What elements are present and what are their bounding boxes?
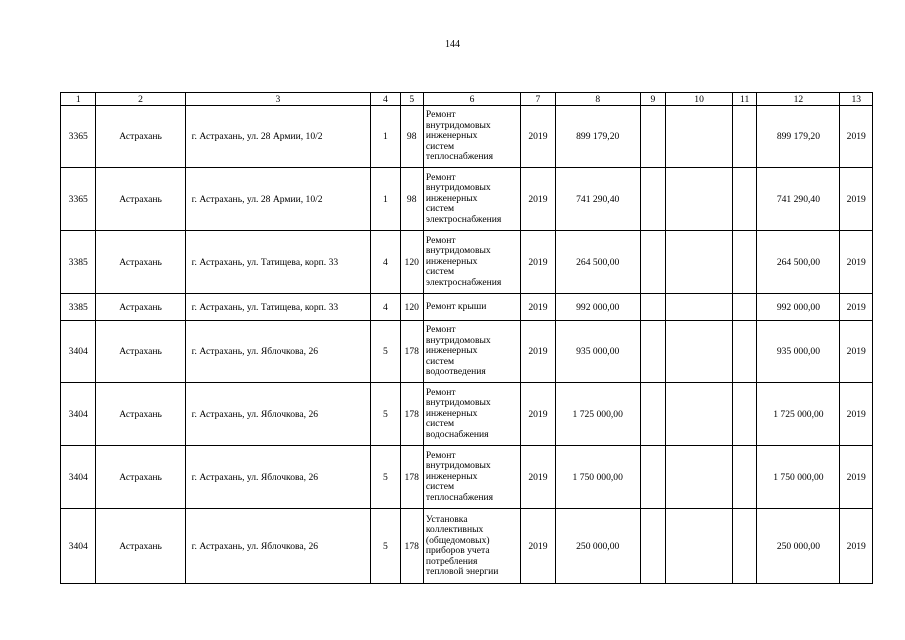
cell-col4: 4 xyxy=(371,231,400,294)
cell-year: 2019 xyxy=(521,321,555,383)
cell-col10 xyxy=(666,446,733,509)
cell-id: 3404 xyxy=(61,383,96,446)
cell-col5: 178 xyxy=(400,446,423,509)
cell-address: г. Астрахань, ул. Яблочкова, 26 xyxy=(185,509,371,584)
cell-year: 2019 xyxy=(521,383,555,446)
cell-col4: 5 xyxy=(371,509,400,584)
work-line: электроснабжения xyxy=(425,276,502,288)
cell-col9 xyxy=(640,509,665,584)
cell-col11 xyxy=(733,294,757,321)
cell-address: г. Астрахань, ул. Яблочкова, 26 xyxy=(185,321,371,383)
cell-cost: 741 290,40 xyxy=(555,168,640,231)
column-header: 12 xyxy=(757,93,840,106)
cell-year: 2019 xyxy=(521,106,555,168)
work-line: электроснабжения xyxy=(425,213,502,225)
cell-year: 2019 xyxy=(521,294,555,321)
column-header: 8 xyxy=(555,93,640,106)
work-line: Ремонт xyxy=(425,324,456,336)
cell-total: 264 500,00 xyxy=(757,231,840,294)
cell-total: 1 725 000,00 xyxy=(757,383,840,446)
work-line: приборов учета xyxy=(425,545,490,556)
work-line: внутридомовых xyxy=(425,119,491,131)
cell-total: 935 000,00 xyxy=(757,321,840,383)
register-table xyxy=(60,92,873,584)
cell-year-end: 2019 xyxy=(840,509,873,584)
cell-id: 3404 xyxy=(61,321,96,383)
cell-address: г. Астрахань, ул. Яблочкова, 26 xyxy=(185,446,371,509)
cell-total: 992 000,00 xyxy=(757,294,840,321)
cell-year-end: 2019 xyxy=(840,321,873,383)
cell-col4: 5 xyxy=(371,321,400,383)
cell-city: Астрахань xyxy=(96,509,185,584)
work-line: внутридомовых xyxy=(425,245,491,257)
column-header: 4 xyxy=(371,93,400,106)
cell-col10 xyxy=(666,321,733,383)
cell-year: 2019 xyxy=(521,231,555,294)
work-line: теплоснабжения xyxy=(425,151,494,163)
cell-city: Астрахань xyxy=(96,446,185,509)
cell-col5: 120 xyxy=(400,231,423,294)
column-header: 10 xyxy=(666,93,733,106)
cell-id: 3385 xyxy=(61,294,96,321)
cell-col10 xyxy=(666,509,733,584)
table-row xyxy=(61,383,873,446)
cell-id: 3404 xyxy=(61,509,96,584)
work-line: теплоснабжения xyxy=(425,491,494,503)
work-line: внутридомовых xyxy=(425,334,491,346)
cell-city: Астрахань xyxy=(96,106,185,168)
column-header: 13 xyxy=(840,93,873,106)
table-row xyxy=(61,321,873,383)
cell-cost: 899 179,20 xyxy=(555,106,640,168)
work-line: инженерных xyxy=(425,345,478,357)
cell-col4: 1 xyxy=(371,106,400,168)
cell-col5: 120 xyxy=(400,294,423,321)
cell-work-type xyxy=(423,294,520,321)
work-line: (общедомовых) xyxy=(425,534,490,546)
work-line: систем xyxy=(425,355,455,367)
cell-cost: 250 000,00 xyxy=(555,509,640,584)
cell-col11 xyxy=(733,446,757,509)
cell-year-end: 2019 xyxy=(840,446,873,509)
work-line: Ремонт xyxy=(425,234,456,246)
cell-col4: 4 xyxy=(371,294,400,321)
cell-col10 xyxy=(666,168,733,231)
column-header: 6 xyxy=(423,93,520,106)
work-line: внутридомовых xyxy=(425,460,491,472)
work-line: внутридомовых xyxy=(425,397,491,409)
cell-col4: 1 xyxy=(371,168,400,231)
cell-col11 xyxy=(733,383,757,446)
column-header: 5 xyxy=(400,93,423,106)
cell-work-type xyxy=(423,383,520,446)
cell-address: г. Астрахань, ул. 28 Армии, 10/2 xyxy=(185,106,371,168)
cell-year-end: 2019 xyxy=(840,168,873,231)
cell-city: Астрахань xyxy=(96,321,185,383)
page-number: 144 xyxy=(445,39,460,50)
cell-col11 xyxy=(733,231,757,294)
work-line: систем xyxy=(425,418,455,430)
work-line: инженерных xyxy=(425,470,478,482)
work-line: водоотведения xyxy=(425,366,486,378)
cell-id: 3365 xyxy=(61,168,96,231)
cell-total: 1 750 000,00 xyxy=(757,446,840,509)
cell-col5: 178 xyxy=(400,509,423,584)
work-line: систем xyxy=(425,203,455,215)
cell-total: 250 000,00 xyxy=(757,509,840,584)
cell-col11 xyxy=(733,321,757,383)
column-header: 3 xyxy=(185,93,371,106)
cell-col9 xyxy=(640,383,665,446)
work-line: систем xyxy=(425,481,455,493)
work-line: инженерных xyxy=(425,130,478,142)
work-line: инженерных xyxy=(425,255,478,267)
cell-col5: 178 xyxy=(400,321,423,383)
cell-col9 xyxy=(640,106,665,168)
cell-work-type xyxy=(423,168,520,231)
table-row xyxy=(61,106,873,168)
work-line: Ремонт xyxy=(425,171,456,183)
cell-year: 2019 xyxy=(521,509,555,584)
cell-year-end: 2019 xyxy=(840,383,873,446)
work-line: потребления xyxy=(425,555,478,567)
cell-year: 2019 xyxy=(521,446,555,509)
cell-total: 741 290,40 xyxy=(757,168,840,231)
cell-address: г. Астрахань, ул. Яблочкова, 26 xyxy=(185,383,371,446)
cell-year-end: 2019 xyxy=(840,294,873,321)
cell-col9 xyxy=(640,168,665,231)
cell-cost: 1 750 000,00 xyxy=(555,446,640,509)
cell-id: 3404 xyxy=(61,446,96,509)
work-line: коллективных xyxy=(425,524,484,535)
column-header: 1 xyxy=(61,93,96,106)
cell-year-end: 2019 xyxy=(840,106,873,168)
cell-year-end: 2019 xyxy=(840,231,873,294)
cell-id: 3385 xyxy=(61,231,96,294)
column-header: 2 xyxy=(96,93,185,106)
work-line: инженерных xyxy=(425,192,478,204)
cell-cost: 1 725 000,00 xyxy=(555,383,640,446)
cell-city: Астрахань xyxy=(96,231,185,294)
work-line: Ремонт xyxy=(425,449,456,461)
column-header: 11 xyxy=(733,93,757,106)
cell-city: Астрахань xyxy=(96,168,185,231)
cell-cost: 992 000,00 xyxy=(555,294,640,321)
cell-col9 xyxy=(640,231,665,294)
work-line: внутридомовых xyxy=(425,182,491,194)
cell-col5: 98 xyxy=(400,106,423,168)
cell-col4: 5 xyxy=(371,383,400,446)
cell-work-type xyxy=(423,446,520,509)
cell-address: г. Астрахань, ул. 28 Армии, 10/2 xyxy=(185,168,371,231)
cell-address: г. Астрахань, ул. Татищева, корп. 33 xyxy=(185,231,371,294)
work-line: систем xyxy=(425,266,455,278)
cell-cost: 935 000,00 xyxy=(555,321,640,383)
cell-col9 xyxy=(640,321,665,383)
work-line: инженерных xyxy=(425,407,478,419)
cell-col11 xyxy=(733,106,757,168)
column-header: 9 xyxy=(640,93,665,106)
cell-city: Астрахань xyxy=(96,383,185,446)
cell-col11 xyxy=(733,168,757,231)
work-line: водоснабжения xyxy=(425,428,489,440)
cell-col9 xyxy=(640,294,665,321)
cell-cost: 264 500,00 xyxy=(555,231,640,294)
cell-col10 xyxy=(666,231,733,294)
work-line: систем xyxy=(425,140,455,152)
cell-work-type xyxy=(423,321,520,383)
cell-col4: 5 xyxy=(371,446,400,509)
cell-col11 xyxy=(733,509,757,584)
cell-address: г. Астрахань, ул. Татищева, корп. 33 xyxy=(185,294,371,321)
header-row xyxy=(61,93,873,106)
table-row xyxy=(61,168,873,231)
work-line: Ремонт xyxy=(425,386,456,398)
column-header: 7 xyxy=(521,93,555,106)
cell-col10 xyxy=(666,106,733,168)
work-line: Ремонт xyxy=(425,109,456,121)
cell-col10 xyxy=(666,383,733,446)
cell-col10 xyxy=(666,294,733,321)
cell-total: 899 179,20 xyxy=(757,106,840,168)
cell-col5: 98 xyxy=(400,168,423,231)
cell-work-type xyxy=(423,509,520,584)
table-row xyxy=(61,294,873,321)
work-line: Ремонт крыши xyxy=(425,300,487,312)
cell-work-type xyxy=(423,106,520,168)
cell-city: Астрахань xyxy=(96,294,185,321)
cell-year: 2019 xyxy=(521,168,555,231)
table-row xyxy=(61,509,873,584)
cell-id: 3365 xyxy=(61,106,96,168)
cell-work-type xyxy=(423,231,520,294)
table-row xyxy=(61,231,873,294)
cell-col5: 178 xyxy=(400,383,423,446)
work-line: тепловой энергии xyxy=(425,566,499,577)
work-line: Установка xyxy=(425,513,468,525)
cell-col9 xyxy=(640,446,665,509)
table-row xyxy=(61,446,873,509)
